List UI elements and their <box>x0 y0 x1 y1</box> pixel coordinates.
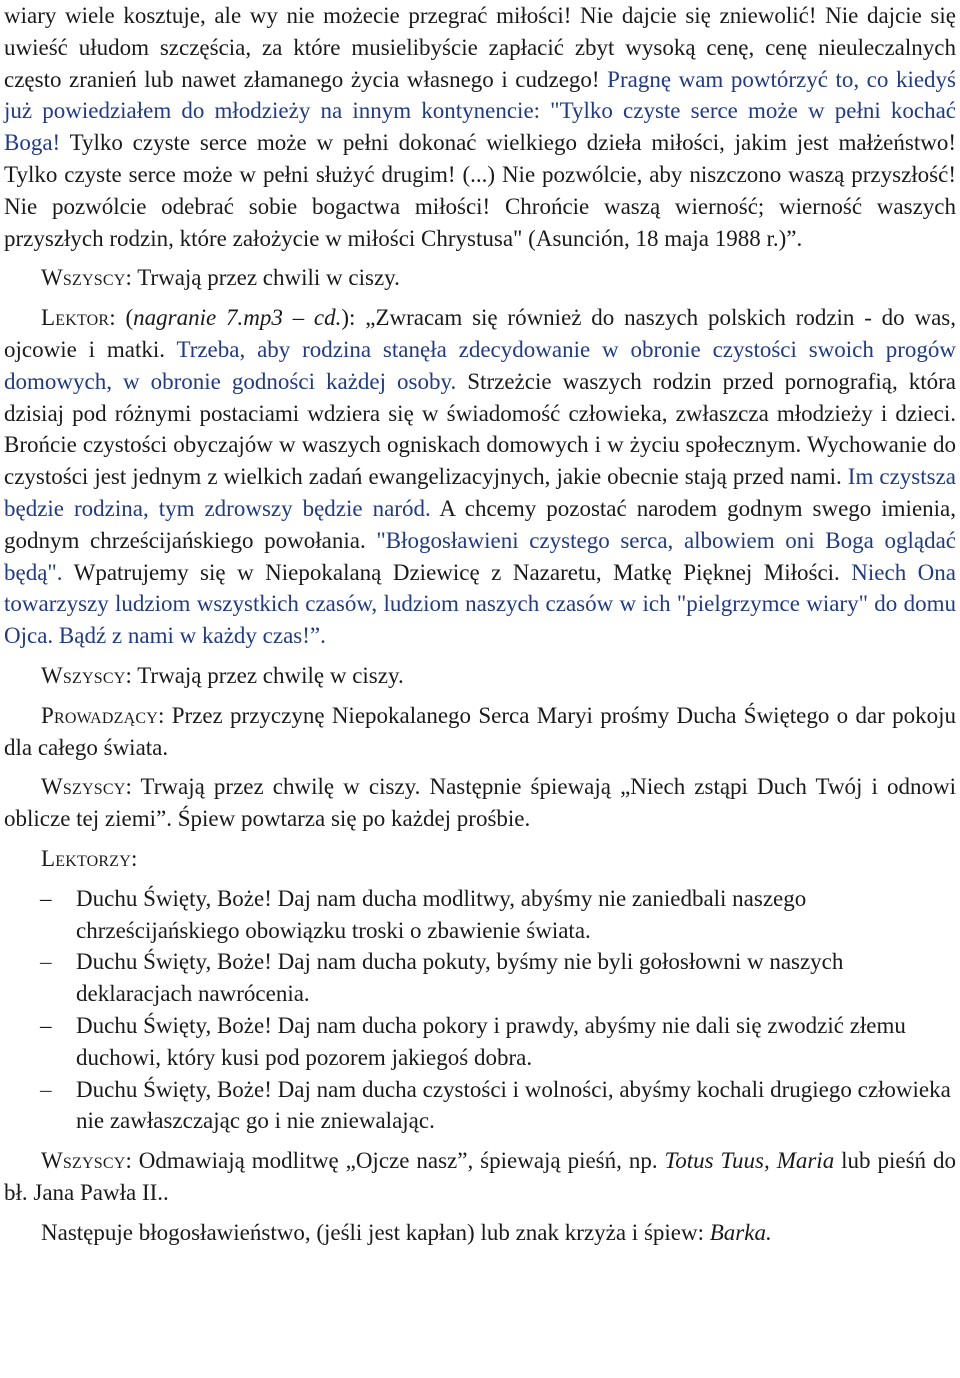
paragraph-6: Wszyscy: Trwają przez chwilę w ciszy. Następnie śpiewają „Niech zstąpi Duch Twój i odnowi oblicze tej ziemi”. Śpiew powtarza się po każdej prośbie. <box>4 774 956 832</box>
paragraph-5: Prowadzący: Przez przyczynę Niepokalanego Serca Maryi prośmy Ducha Świętego o dar pokoju dla całego świata. <box>4 702 956 760</box>
paragraph-3: Lektor: (nagranie 7.mp3 – cd.): „Zwracam się również do naszych polskich rodzin - do was, ojcowie i matki. Trzeba, aby rodzina stanęła zdecydowanie w obronie czystości swoich progów domowych, w obronie godności każdej osoby. Strzeżcie waszych rodzin przed pornografią, która dzisiaj pod różnymi postaciami wdziera się w świadomość człowieka, zwłaszcza młodzieży i dzieci. Brońcie czystości obyczajów w waszych ogniskach domowych i w życiu społecznym. Wychowanie do czystości jest jednym z wielkich zadań ewangelizacyjnych, jakie obecnie stają przed nami. Im czystsza będzie rodzina, tym zdrowszy będzie naród. A chcemy pozostać narodem godnym swego imienia, godnym chrześcijańskiego powołania. "Błogosławieni czystego serca, albowiem oni Boga oglądać będą". Wpatrujemy się w Niepokalaną Dziewicę z Nazaretu, Matkę Pięknej Miłości. Niech Ona towarzyszy ludziom wszystkich czasów, ludziom naszych czasów w ich "pielgrzymce wiary" do domu Ojca. Bądź z nami w każdy czas!”. <box>4 305 956 649</box>
paragraph-7: Lektorzy: <box>41 845 138 871</box>
role-label: Lektorzy <box>41 845 132 871</box>
list-item: – Duchu Święty, Boże! Daj nam ducha czystości i wolności, abyśmy kochali drugiego człowieka nie zawłaszczając go i nie zniewalając. <box>4 1074 956 1138</box>
role-label: Wszyscy <box>41 774 126 800</box>
petitions-list <box>4 883 956 1137</box>
paragraph-1: wiary wiele kosztuje, ale wy nie możecie przegrać miłości! Nie dajcie się zniewolić! Nie dajcie się uwieść ułudom szczęścia, za które musielibyście zapłacić zbyt wysoką cenę, cenę nieuleczalnych często zranień lub nawet złamanego życia własnego i cudzego! Pragnę wam powtórzyć to, co kiedyś już powiedziałem do młodzieży na innym kontynencie: "Tylko czyste serce może w pełni kochać Boga! Tylko czyste serce może w pełni dokonać wielkiego dzieła miłości, jakim jest małżeństwo! Tylko czyste serce może w pełni służyć drugim! (...) Nie pozwólcie, aby niszczono waszą przyszłość! Nie pozwólcie odebrać sobie bogactwa miłości! Chrońcie waszą wierność; wierność waszych przyszłych rodzin, które założycie w miłości Chrystusa" (Asunción, 18 maja 1988 r.)”. <box>4 3 957 251</box>
dash-bullet: – <box>40 949 52 975</box>
role-label: Wszyscy <box>41 1148 126 1174</box>
role-label: Prowadzący <box>41 702 159 728</box>
dash-bullet: – <box>40 885 52 911</box>
paragraph-2: Wszyscy: Trwają przez chwili w ciszy. <box>41 265 400 291</box>
paragraph-9: Następuje błogosławieństwo, (jeśli jest kapłan) lub znak krzyża i śpiew: Barka. <box>41 1219 772 1245</box>
role-label: Lektor <box>41 305 110 331</box>
list-item: – Duchu Święty, Boże! Daj nam ducha pokuty, byśmy nie byli gołosłowni w naszych deklaracjach nawrócenia. <box>4 946 956 1010</box>
dash-bullet: – <box>40 1012 52 1038</box>
recording-note: nagranie 7.mp3 – cd. <box>133 305 342 331</box>
dash-bullet: – <box>40 1076 52 1102</box>
list-item: – Duchu Święty, Boże! Daj nam ducha pokory i prawdy, abyśmy nie dali się zwodzić złemu duchowi, który kusi pod pozorem jakiegoś dobra. <box>4 1010 956 1074</box>
list-item: – Duchu Święty, Boże! Daj nam ducha modlitwy, abyśmy nie zaniedbali naszego chrześcijańskiego obowiązku troski o zbawienie świata. <box>4 883 956 947</box>
paragraph-4: Wszyscy: Trwają przez chwilę w ciszy. <box>41 662 404 688</box>
role-label: Wszyscy <box>41 662 126 688</box>
paragraph-8: Wszyscy: Odmawiają modlitwę „Ojcze nasz”, śpiewają pieśń, np. Totus Tuus, Maria lub pieśń do bł. Jana Pawła II.. <box>4 1148 956 1205</box>
role-label: Wszyscy <box>41 265 126 291</box>
